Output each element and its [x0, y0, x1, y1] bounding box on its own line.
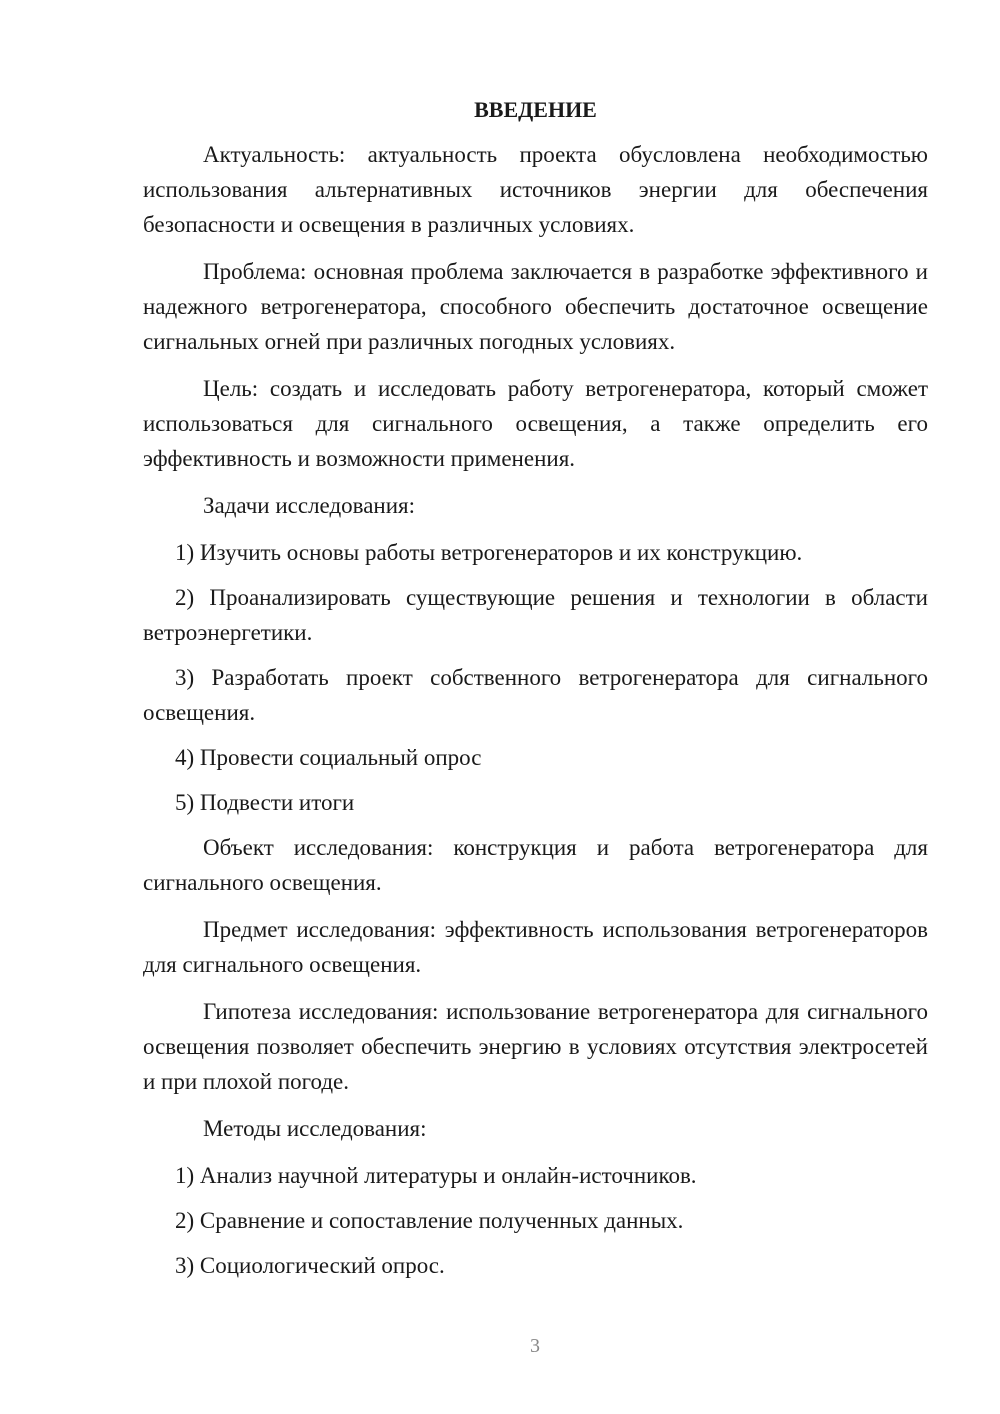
task-item-5: 5) Подвести итоги	[175, 790, 355, 815]
document-body	[143, 95, 928, 1293]
method-item-1: 1) Анализ научной литературы и онлайн-источников.	[175, 1163, 697, 1188]
subject-paragraph: Предмет исследования: эффективность использования ветрогенераторов для сигнального освещения.	[143, 917, 928, 977]
methods-heading: Методы исследования:	[203, 1116, 427, 1141]
relevance-paragraph: Актуальность: актуальность проекта обусловлена необходимостью использования альтернативных источников энергии для обеспечения безопасности и освещения в различных условиях.	[143, 142, 928, 237]
goal-paragraph: Цель: создать и исследовать работу ветрогенератора, который сможет использоваться для сигнального освещения, а также определить его эффективность и возможности применения.	[143, 376, 928, 471]
problem-paragraph: Проблема: основная проблема заключается в разработке эффективного и надежного ветрогенератора, способного обеспечить достаточное освещение сигнальных огней при различных погодных условиях.	[143, 259, 928, 354]
method-item-3: 3) Социологический опрос.	[175, 1253, 445, 1278]
hypothesis-paragraph: Гипотеза исследования: использование ветрогенератора для сигнального освещения позволяет обеспечить энергию в условиях отсутствия электросетей и при плохой погоде.	[143, 999, 928, 1094]
task-item-2: 2) Проанализировать существующие решения и технологии в области ветроэнергетики.	[143, 585, 928, 645]
method-item-2: 2) Сравнение и сопоставление полученных данных.	[175, 1208, 684, 1233]
page-number: 3	[530, 1335, 540, 1357]
object-paragraph: Объект исследования: конструкция и работа ветрогенератора для сигнального освещения.	[143, 835, 928, 895]
task-item-3: 3) Разработать проект собственного ветрогенератора для сигнального освещения.	[143, 665, 928, 725]
tasks-heading: Задачи исследования:	[203, 493, 416, 518]
section-title: ВВЕДЕНИЕ	[474, 97, 597, 122]
task-item-4: 4) Провести социальный опрос	[175, 745, 482, 770]
task-item-1: 1) Изучить основы работы ветрогенераторов и их конструкцию.	[175, 540, 803, 565]
